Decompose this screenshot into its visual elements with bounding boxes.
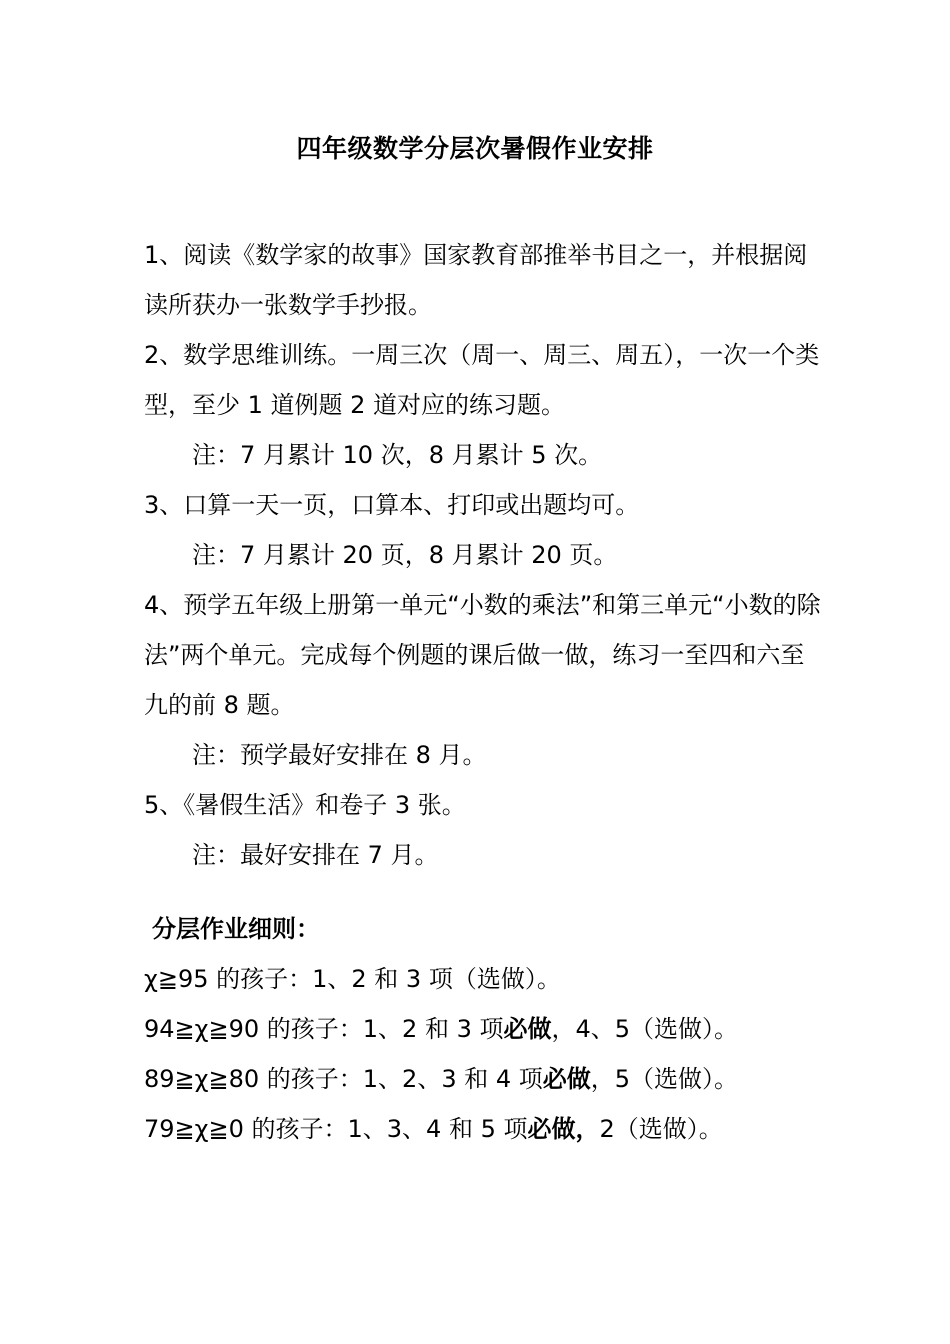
tiers-heading: 分层作业细则：: [152, 915, 320, 943]
tier-required-label: 必做: [542, 1065, 591, 1093]
tier-text: 94≧χ≧90 的孩子：1、2 和 3 项: [144, 1015, 504, 1043]
tier-line-4: [144, 1104, 824, 1154]
tier-text: χ≧95 的孩子：1、2 和 3 项（选做）。: [144, 965, 561, 993]
task-item-2: 2、数学思维训练。一周三次（周一、周三、周五），一次一个类型，至少 1 道例题 2 道对应的练习题。: [144, 341, 820, 419]
task-item-4: 4、预学五年级上册第一单元“小数的乘法”和第三单元“小数的除法”两个单元。完成每个例题的课后做一做，练习一至四和六至九的前 8 题。: [144, 591, 821, 719]
tier-required-label: 必做，: [527, 1115, 600, 1143]
tier-line-2: [144, 1004, 824, 1054]
task-note-4: 注：预学最好安排在 8 月。: [192, 741, 487, 769]
task-item-1: 1、阅读《数学家的故事》国家教育部推举书目之一，并根据阅读所获办一张数学手抄报。: [144, 241, 808, 319]
tier-text: 89≧χ≧80 的孩子：1、2、3 和 4 项: [144, 1065, 543, 1093]
task-note-2: 注：7 月累计 10 次，8 月累计 5 次。: [192, 441, 603, 469]
tier-text-tail: ，5（选做）。: [590, 1065, 739, 1093]
task-note-5: 注：最好安排在 7 月。: [192, 841, 439, 869]
tier-text-tail: ，4、5（选做）。: [551, 1015, 739, 1043]
document-body: [144, 230, 824, 1154]
tier-line-1: [144, 954, 824, 1004]
task-note-3: 注：7 月累计 20 页，8 月累计 20 页。: [192, 541, 618, 569]
tier-text: 79≧χ≧0 的孩子：1、3、4 和 5 项: [144, 1115, 528, 1143]
tier-required-label: 必做: [503, 1015, 552, 1043]
task-item-5: 5、《暑假生活》和卷子 3 张。: [144, 791, 466, 819]
tier-line-3: [144, 1054, 824, 1104]
document-title: 四年级数学分层次暑假作业安排: [296, 134, 654, 163]
task-item-3: 3、口算一天一页，口算本、打印或出题均可。: [144, 491, 640, 519]
tier-text-tail: 2（选做）。: [599, 1115, 723, 1143]
